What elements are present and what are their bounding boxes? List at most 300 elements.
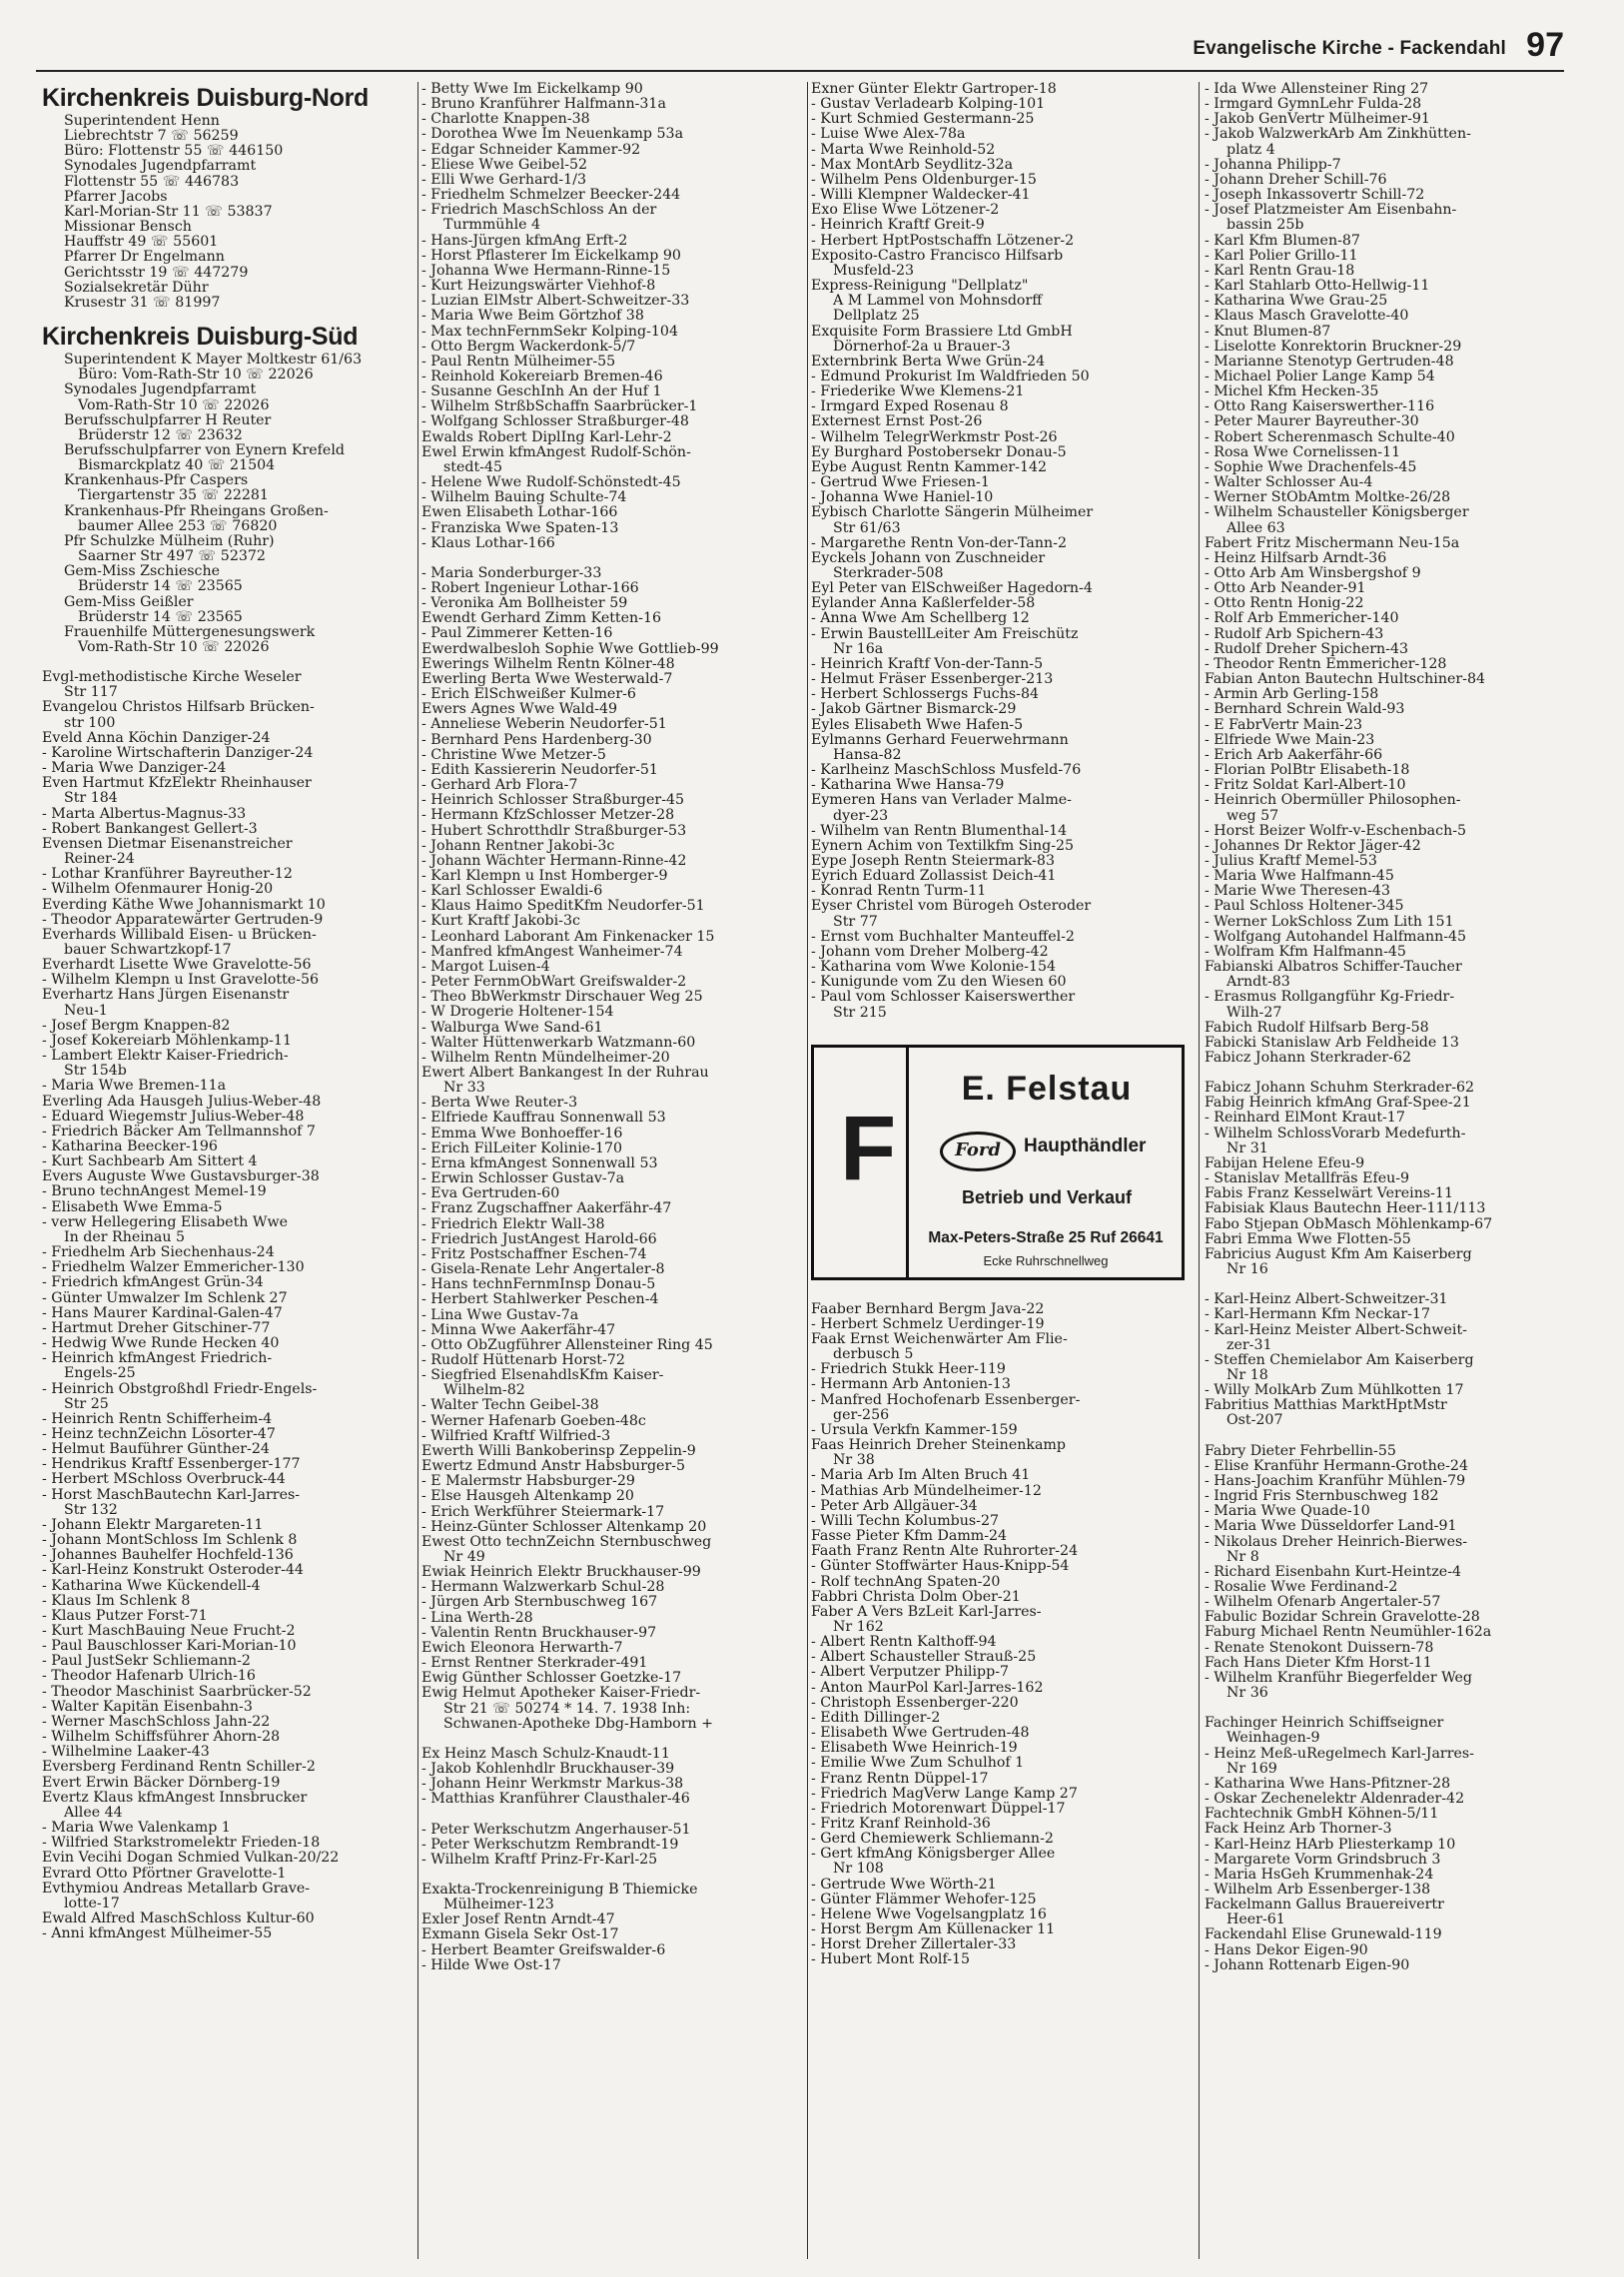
directory-entry: - Reinhard ElMont Kraut-17: [1205, 1111, 1405, 1127]
directory-entry: - Herbert MSchloss Overbruck-44: [42, 1472, 286, 1488]
directory-entry: Krankenhaus-Pfr Caspers: [64, 473, 249, 489]
directory-entry: - Robert Ingenieur Lothar-166: [421, 581, 639, 596]
directory-entry: Hansa-82: [833, 747, 902, 763]
directory-entry: Ewalds Robert DiplIng Karl-Lehr-2: [421, 429, 672, 445]
directory-entry: - Jakob WalzwerkArb Am Zinkhütten-: [1205, 127, 1471, 143]
directory-entry: - Kunigunde vom Zu den Wiesen 60: [811, 975, 1067, 991]
directory-entry: - Helene Wwe Rudolf-Schönstedt-45: [421, 475, 681, 491]
directory-entry: Eversberg Ferdinand Rentn Schiller-2: [42, 1760, 316, 1776]
directory-entry: - Marta Wwe Reinhold-52: [811, 142, 996, 158]
directory-entry: Faas Heinrich Dreher Steinenkamp: [811, 1438, 1066, 1454]
directory-entry: Str 21 ☏ 50274 * 14. 7. 1938 Inh:: [443, 1701, 691, 1717]
directory-entry: - Kurt Heizungswärter Viehhof-8: [421, 279, 656, 295]
directory-entry: - Karoline Wirtschafterin Danziger-24: [42, 745, 314, 761]
directory-entry: - Otto ObZugführer Allensteiner Ring 45: [421, 1337, 713, 1353]
directory-entry: - Herbert HptPostschaffn Lötzener-2: [811, 233, 1075, 249]
directory-entry: Eype Joseph Rentn Steiermark-83: [811, 853, 1055, 869]
directory-entry: stedt-45: [443, 459, 503, 475]
directory-entry: - Rolf Arb Emmericher-140: [1205, 611, 1399, 627]
directory-entry: - Fritz Postschaffner Eschen-74: [421, 1246, 647, 1262]
directory-entry: - Charlotte Knappen-38: [421, 112, 590, 128]
directory-entry: - Horst Bergm Am Küllenacker 11: [811, 1922, 1056, 1938]
directory-entry: - Friedrich MaschSchloss An der: [421, 203, 657, 219]
directory-entry: - Wolfgang Schlosser Straßburger-48: [421, 414, 689, 430]
directory-entry: - Veronika Am Bollheister 59: [421, 596, 628, 612]
column-4: [1205, 82, 1584, 2259]
column-divider: [417, 82, 418, 2259]
column-divider: [1199, 82, 1200, 2259]
directory-entry: - Karl-Heinz HArb Pliesterkamp 10: [1205, 1837, 1456, 1853]
directory-entry: Gem-Miss Zschiesche: [64, 564, 221, 580]
directory-entry: - Gert kfmAng Königsberger Allee: [811, 1847, 1056, 1863]
column-2: [421, 82, 803, 2259]
directory-entry: - Luise Wwe Alex-78a: [811, 127, 966, 143]
directory-entry: - Albert Rentn Kalthoff-94: [811, 1635, 997, 1651]
directory-entry: - Anni kfmAngest Mülheimer-55: [42, 1926, 273, 1942]
directory-entry: - Manfred kfmAngest Wanheimer-74: [421, 944, 683, 960]
directory-entry: - Berta Wwe Reuter-3: [421, 1096, 578, 1112]
directory-entry: - Friedrich Elektr Wall-38: [421, 1216, 605, 1232]
directory-entry: - Maria Wwe Düsseldorfer Land-91: [1205, 1519, 1457, 1535]
directory-entry: - Friedhelm Arb Siechenhaus-24: [42, 1245, 275, 1261]
directory-entry: - Elfriede Kauffrau Sonnenwall 53: [421, 1111, 666, 1127]
directory-entry: Krusestr 31 ☏ 81997: [64, 295, 221, 311]
directory-entry: Fackelmann Gallus Brauereivertr: [1205, 1898, 1444, 1913]
directory-entry: - Johann Wächter Hermann-Rinne-42: [421, 853, 687, 869]
directory-entry: ger-256: [833, 1407, 890, 1423]
directory-entry: - Herbert Schmelz Uerdinger-19: [811, 1316, 1045, 1332]
directory-entry: Synodales Jugendpfarramt: [64, 159, 257, 175]
directory-entry: Faburg Michael Rentn Neumühler-162a: [1205, 1625, 1492, 1641]
directory-entry: - Anton MaurPol Karl-Jarres-162: [811, 1680, 1044, 1696]
directory-entry: - Max technFernmSekr Kolping-104: [421, 324, 678, 340]
directory-entry: - Werner LokSchloss Zum Lith 151: [1205, 914, 1454, 930]
directory-entry: - Karl Kfm Blumen-87: [1205, 233, 1360, 249]
directory-entry: - Eva Gertruden-60: [421, 1186, 560, 1202]
directory-entry: - Walburga Wwe Sand-61: [421, 1020, 603, 1036]
directory-entry: Ewest Otto technZeichn Sternbuschweg: [421, 1534, 712, 1550]
directory-entry: Ewerings Wilhelm Rentn Kölner-48: [421, 656, 675, 672]
directory-entry: - Peter Werkschutzm Rembrandt-19: [421, 1837, 679, 1853]
directory-entry: - Elisabeth Wwe Emma-5: [42, 1199, 223, 1215]
directory-entry: - Herbert Stahlwerker Peschen-4: [421, 1292, 659, 1308]
directory-entry: Brüderstr 14 ☏ 23565: [78, 609, 243, 625]
directory-entry: - Liselotte Konrektorin Bruckner-29: [1205, 339, 1462, 355]
directory-entry: - Wilhelm Klempn u Inst Gravelotte-56: [42, 973, 320, 989]
directory-entry: - Heinrich Rentn Schifferheim-4: [42, 1411, 273, 1427]
directory-entry: Fabbri Christa Dolm Ober-21: [811, 1589, 1021, 1605]
directory-entry: - Wilhelm TelegrWerkmstr Post-26: [811, 429, 1058, 445]
directory-entry: Fabulic Bozidar Schrein Gravelotte-28: [1205, 1610, 1480, 1626]
directory-entry: - Leonhard Laborant Am Finkenacker 15: [421, 929, 715, 945]
directory-entry: Eyckels Johann von Zuschneider: [811, 550, 1046, 566]
directory-entry: Exmann Gisela Sekr Ost-17: [421, 1927, 619, 1943]
directory-entry: - Otto Rang Kaiserswerther-116: [1205, 399, 1435, 415]
directory-entry: Fabian Anton Bautechn Hultschiner-84: [1205, 672, 1485, 688]
directory-entry: Schwanen-Apotheke Dbg-Hamborn +: [443, 1716, 714, 1732]
directory-entry: Hauffstr 49 ☏ 55601: [64, 235, 219, 251]
section-heading: Kirchenkreis Duisburg-Süd: [42, 323, 359, 352]
directory-entry: Gerichtsstr 19 ☏ 447279: [64, 265, 249, 281]
directory-entry: - Paul Rentn Mülheimer-55: [421, 354, 616, 370]
directory-entry: - Karl-Heinz Albert-Schweitzer-31: [1205, 1292, 1448, 1308]
directory-entry: - Wolfgang Autohandel Halfmann-45: [1205, 929, 1467, 945]
directory-entry: - Wilhelmine Laaker-43: [42, 1745, 210, 1761]
directory-entry: - Peter Arb Allgäuer-34: [811, 1498, 978, 1514]
directory-entry: - Else Hausgeh Altenkamp 20: [421, 1489, 634, 1505]
directory-entry: - Elise Kranführ Hermann-Grothe-24: [1205, 1458, 1468, 1474]
directory-entry: Eybe August Rentn Kammer-142: [811, 459, 1048, 475]
directory-entry: - Wilhelm Schausteller Königsberger: [1205, 505, 1469, 521]
directory-entry: - Margarethe Rentn Von-der-Tann-2: [811, 535, 1067, 551]
directory-entry: - Fritz Soldat Karl-Albert-10: [1205, 778, 1406, 794]
directory-entry: - Karl-Heinz Meister Albert-Schweit-: [1205, 1322, 1467, 1338]
directory-entry: Fabisiak Klaus Bautechn Heer-111/113: [1205, 1201, 1486, 1217]
directory-entry: Arndt-83: [1226, 975, 1290, 991]
directory-entry: Evgl-methodistische Kirche Weseler: [42, 670, 302, 686]
ad-service: Betrieb und Verkauf: [961, 1186, 1133, 1207]
directory-entry: - Oskar Zechenelektr Aldenrader-42: [1205, 1792, 1465, 1808]
directory-entry: - Franz Zugschaffner Aakerfähr-47: [421, 1201, 672, 1217]
directory-entry: - Peter FernmObWart Greifswalder-2: [421, 975, 687, 991]
directory-entry: - Friedrich JustAngest Harold-66: [421, 1231, 657, 1247]
section-heading: Kirchenkreis Duisburg-Nord: [42, 84, 369, 112]
directory-entry: Everhards Willibald Eisen- u Brücken-: [42, 927, 317, 943]
directory-entry: - Johann MontSchloss Im Schlenk 8: [42, 1533, 298, 1549]
directory-entry: - Friedrich Bäcker Am Tellmannshof 7: [42, 1124, 316, 1139]
directory-entry: - Willy MolkArb Zum Mühlkotten 17: [1205, 1383, 1464, 1399]
directory-entry: Express-Reinigung "Dellplatz": [811, 279, 1029, 295]
directory-entry: - Irmgard GymnLehr Fulda-28: [1205, 97, 1422, 113]
directory-entry: - Erwin Schlosser Gustav-7a: [421, 1171, 625, 1187]
directory-entry: - Maria Wwe Beim Görtzhof 38: [421, 309, 644, 325]
directory-entry: lotte-17: [64, 1896, 120, 1911]
directory-entry: Exakta-Trockenreinigung B Thiemicke: [421, 1882, 698, 1898]
directory-entry: Exler Josef Rentn Arndt-47: [421, 1912, 615, 1928]
directory-entry: - Klaus Putzer Forst-71: [42, 1608, 208, 1624]
directory-entry: - Florian PolBtr Elisabeth-18: [1205, 763, 1410, 779]
directory-entry: - Wilhelm SchlossVorarb Medefurth-: [1205, 1126, 1466, 1141]
directory-entry: Evrard Otto Pförtner Gravelotte-1: [42, 1866, 287, 1882]
directory-entry: - Irmgard Exped Rosenau 8: [811, 399, 1009, 415]
directory-entry: Eybisch Charlotte Sängerin Mülheimer: [811, 505, 1094, 521]
directory-entry: - Edith Kassiererin Neudorfer-51: [421, 762, 658, 778]
directory-entry: - Manfred Hochofenarb Essenberger-: [811, 1392, 1081, 1408]
directory-entry: Fabijan Helene Efeu-9: [1205, 1155, 1365, 1171]
directory-entry: Faber A Vers BzLeit Karl-Jarres-: [811, 1604, 1042, 1620]
column-divider: [807, 82, 808, 2259]
directory-entry: - Paul JustSekr Schliemann-2: [42, 1654, 251, 1670]
directory-entry: - Matthias Kranführer Clausthaler-46: [421, 1792, 690, 1808]
directory-entry: - Eliese Wwe Geibel-52: [421, 157, 588, 173]
directory-entry: Exposito-Castro Francisco Hilfsarb: [811, 248, 1064, 264]
directory-entry: - Gerd Chemiewerk Schliemann-2: [811, 1832, 1054, 1848]
directory-entry: - Herbert Beamter Greifswalder-6: [421, 1942, 666, 1958]
directory-entry: - Ingrid Fris Sternbuschweg 182: [1205, 1489, 1439, 1505]
directory-entry: - Hermann Walzwerkarb Schul-28: [421, 1580, 665, 1596]
directory-entry: - Hartmut Dreher Gitschiner-77: [42, 1320, 271, 1336]
directory-entry: - Karl Rentn Grau-18: [1205, 263, 1355, 279]
directory-entry: - Walter Techn Geibel-38: [421, 1398, 599, 1414]
directory-entry: - Horst Beizer Wolfr-v-Eschenbach-5: [1205, 823, 1467, 839]
directory-entry: - Katharina vom Wwe Kolonie-154: [811, 960, 1057, 976]
directory-entry: - Renate Stenokont Duissern-78: [1205, 1640, 1434, 1656]
directory-entry: - Franz Rentn Düppel-17: [811, 1771, 989, 1787]
directory-entry: Superintendent K Mayer Moltkestr 61/63: [64, 353, 363, 369]
directory-entry: - Karl-Hermann Kfm Neckar-17: [1205, 1307, 1430, 1323]
directory-entry: Fabert Fritz Mischermann Neu-15a: [1205, 535, 1460, 551]
directory-entry: - Minna Wwe Aakerfähr-47: [421, 1322, 616, 1338]
directory-entry: Karl-Morian-Str 11 ☏ 53837: [64, 204, 273, 220]
directory-entry: - Walter Schlosser Au-4: [1205, 475, 1373, 491]
directory-entry: baumer Allee 253 ☏ 76820: [78, 518, 278, 534]
directory-entry: Fabri Emma Wwe Flotten-55: [1205, 1231, 1411, 1247]
directory-entry: Evangelou Christos Hilfsarb Brücken-: [42, 700, 315, 716]
directory-entry: Frauenhilfe Müttergenesungswerk: [64, 624, 316, 640]
directory-entry: - Anneliese Weberin Neudorfer-51: [421, 717, 667, 733]
directory-entry: Fabicz Johann Sterkrader-62: [1205, 1051, 1412, 1066]
directory-entry: - Herbert Schlossergs Fuchs-84: [811, 687, 1040, 703]
directory-entry: - Julius Kraftf Memel-53: [1205, 853, 1377, 869]
directory-entry: - Gertrud Wwe Friesen-1: [811, 475, 990, 491]
directory-entry: - Hans-Joachim Kranführ Mühlen-79: [1205, 1473, 1466, 1489]
directory-entry: - Wolfram Kfm Halfmann-45: [1205, 944, 1406, 960]
directory-entry: Bismarckplatz 40 ☏ 21504: [78, 458, 276, 474]
directory-entry: - Helmut Fräser Essenberger-213: [811, 672, 1054, 688]
directory-entry: - Richard Eisenbahn Kurt-Heintze-4: [1205, 1564, 1462, 1580]
directory-entry: - Robert Scherenmasch Schulte-40: [1205, 429, 1455, 445]
directory-entry: - Johanna Wwe Hermann-Rinne-15: [421, 263, 671, 279]
directory-entry: - Heinrich Obstgroßhdl Friedr-Engels-: [42, 1381, 318, 1397]
directory-entry: Fabicki Stanislaw Arb Feldheide 13: [1205, 1035, 1459, 1051]
directory-entry: - Friedhelm Walzer Emmericher-130: [42, 1260, 305, 1276]
directory-entry: - Karl Stahlarb Otto-Hellwig-11: [1205, 279, 1430, 295]
directory-entry: Vom-Rath-Str 10 ☏ 22026: [78, 640, 270, 655]
directory-entry: - Bernhard Pens Hardenberg-30: [421, 732, 652, 748]
directory-entry: dyer-23: [833, 808, 889, 824]
directory-entry: Str 215: [833, 1005, 887, 1021]
directory-entry: platz 4: [1226, 142, 1275, 158]
directory-entry: - Maria Wwe Halfmann-45: [1205, 869, 1394, 885]
directory-entry: Dörnerhof-2a u Brauer-3: [833, 339, 1011, 355]
directory-entry: - Horst MaschBautechn Karl-Jarres-: [42, 1487, 301, 1503]
directory-entry: Evertz Klaus kfmAngest Innsbrucker: [42, 1790, 308, 1806]
directory-entry: Brüderstr 12 ☏ 23632: [78, 427, 243, 443]
directory-entry: Nr 49: [443, 1550, 485, 1565]
directory-entry: - Steffen Chemielabor Am Kaiserberg: [1205, 1352, 1474, 1368]
directory-entry: Ost-207: [1226, 1413, 1283, 1429]
directory-entry: Tiergartenstr 35 ☏ 22281: [78, 488, 269, 504]
directory-entry: Nr 162: [833, 1619, 884, 1635]
directory-entry: Ex Heinz Masch Schulz-Knaudt-11: [421, 1746, 670, 1762]
directory-entry: Nr 36: [1226, 1686, 1268, 1702]
directory-entry: Eynern Achim von Textilkfm Sing-25: [811, 838, 1075, 854]
directory-entry: Berufsschulpfarrer H Reuter: [64, 412, 272, 428]
directory-entry: Exner Günter Elektr Gartroper-18: [811, 82, 1057, 97]
directory-entry: Externest Ernst Post-26: [811, 414, 983, 430]
directory-entry: - Maria Wwe Valenkamp 1: [42, 1821, 231, 1837]
directory-entry: - Johann Elektr Margareten-11: [42, 1517, 264, 1533]
directory-entry: - Hans Dekor Eigen-90: [1205, 1942, 1368, 1958]
directory-entry: - Maria Wwe Bremen-11a: [42, 1079, 227, 1095]
directory-entry: - Friedrich Motorenwart Düppel-17: [811, 1801, 1066, 1817]
directory-entry: Fack Heinz Arb Thorner-3: [1205, 1822, 1392, 1838]
directory-entry: - E FabrVertr Main-23: [1205, 717, 1362, 733]
directory-entry: Str 184: [64, 791, 118, 807]
directory-entry: Nr 169: [1226, 1761, 1277, 1777]
directory-entry: - Erna kfmAngest Sonnenwall 53: [421, 1155, 658, 1171]
directory-entry: - Wilhelm van Rentn Blumenthal-14: [811, 823, 1068, 839]
directory-entry: bauer Schwartzkopf-17: [64, 942, 232, 958]
page-header: [36, 26, 1564, 72]
directory-entry: - Johanna Philipp-7: [1205, 157, 1341, 173]
directory-entry: Externbrink Berta Wwe Grün-24: [811, 354, 1046, 370]
directory-entry: Mülheimer-123: [443, 1898, 554, 1913]
directory-entry: - Anna Wwe Am Schellberg 12: [811, 611, 1030, 627]
directory-entry: - Kurt Schmied Gestermann-25: [811, 112, 1035, 128]
directory-entry: bassin 25b: [1226, 218, 1304, 234]
directory-entry: - Heinz-Günter Schlosser Altenkamp 20: [421, 1519, 707, 1535]
directory-entry: - Helmut Bauführer Günther-24: [42, 1442, 270, 1458]
directory-entry: - Jakob GenVertr Mülheimer-91: [1205, 112, 1430, 128]
directory-entry: - Marie Wwe Theresen-43: [1205, 884, 1390, 900]
directory-entry: - Wilhelm Arb Essenberger-138: [1205, 1882, 1431, 1898]
directory-entry: Str 154b: [64, 1064, 127, 1080]
directory-entry: - Karl Polier Grillo-11: [1205, 248, 1358, 264]
directory-entry: - Susanne GeschInh An der Huf 1: [421, 384, 662, 400]
directory-entry: - Rudolf Hüttenarb Horst-72: [421, 1352, 625, 1368]
directory-entry: - Jakob Gärtner Bismarck-29: [811, 702, 1017, 718]
directory-entry: - Margot Luisen-4: [421, 959, 550, 975]
directory-entry: - Emilie Wwe Zum Schulhof 1: [811, 1756, 1025, 1772]
directory-entry: Krankenhaus-Pfr Rheingans Großen-: [64, 503, 329, 519]
directory-entry: Allee 63: [1226, 520, 1285, 536]
directory-entry: - Günter Umwalzer Im Schlenk 27: [42, 1290, 288, 1306]
directory-entry: - Johannes Dr Rektor Jäger-42: [1205, 838, 1421, 854]
directory-entry: Ewig Günther Schlosser Goetzke-17: [421, 1671, 682, 1687]
directory-entry: Exo Elise Wwe Lötzener-2: [811, 203, 1000, 219]
directory-entry: Sozialsekretär Dühr: [64, 280, 209, 296]
directory-entry: - Elisabeth Wwe Gertruden-48: [811, 1726, 1030, 1742]
directory-entry: - Friedrich Stukk Heer-119: [811, 1362, 1006, 1378]
directory-entry: - Kurt Sachbearb Am Sittert 4: [42, 1154, 258, 1170]
directory-entry: - Christoph Essenberger-220: [811, 1695, 1019, 1711]
directory-entry: Büro: Flottenstr 55 ☏ 446150: [64, 144, 284, 160]
directory-entry: - Wilhelm Kranführ Biegerfelder Weg: [1205, 1670, 1473, 1686]
directory-entry: - Otto Rentn Honig-22: [1205, 596, 1364, 612]
directory-entry: - Erasmus Rollgangführ Kg-Friedr-: [1205, 990, 1455, 1006]
directory-entry: - Edgar Schneider Kammer-92: [421, 142, 641, 158]
directory-entry: - Günter Flämmer Wehofer-125: [811, 1892, 1037, 1907]
directory-entry: Ewiak Heinrich Elektr Bruckhauser-99: [421, 1565, 701, 1581]
directory-entry: - Katharina Wwe Kückendell-4: [42, 1578, 261, 1594]
directory-entry: - Karlheinz MaschSchloss Musfeld-76: [811, 763, 1082, 779]
directory-entry: - Günter Stoffwärter Haus-Knipp-54: [811, 1559, 1070, 1575]
directory-entry: - Werner MaschSchloss Jahn-22: [42, 1714, 271, 1730]
directory-entry: Evert Erwin Bäcker Dörnberg-19: [42, 1775, 281, 1791]
directory-entry: - Katharina Beecker-196: [42, 1139, 218, 1154]
directory-entry: Gem-Miss Geißler: [64, 594, 194, 610]
directory-entry: - Johann Heinr Werkmstr Markus-38: [421, 1777, 684, 1793]
directory-entry: - Nikolaus Dreher Heinrich-Bierwes-: [1205, 1534, 1468, 1550]
directory-entry: Fachtechnik GmbH Köhnen-5/11: [1205, 1807, 1439, 1823]
directory-entry: Fackendahl Elise Grunewald-119: [1205, 1927, 1442, 1943]
directory-entry: - Otto Bergm Wackerdonk-5/7: [421, 339, 636, 355]
directory-entry: Eyles Elisabeth Wwe Hafen-5: [811, 717, 1024, 733]
directory-entry: Engels-25: [64, 1366, 136, 1382]
column-3: [811, 82, 1191, 2259]
directory-entry: Fasse Pieter Kfm Damm-24: [811, 1529, 1008, 1545]
directory-entry: - Dorothea Wwe Im Neuenkamp 53a: [421, 127, 684, 143]
directory-entry: Reiner-24: [64, 852, 135, 868]
directory-entry: Nr 8: [1226, 1549, 1259, 1565]
directory-entry: - Karl-Heinz Konstrukt Osteroder-44: [42, 1563, 304, 1579]
directory-entry: weg 57: [1226, 808, 1279, 824]
column-3-top-entries: [811, 82, 1191, 1021]
directory-entry: - Hubert Schrotthdlr Straßburger-53: [421, 823, 687, 839]
directory-entry: - Klaus Haimo SpeditKfm Neudorfer-51: [421, 899, 705, 915]
directory-entry: Eyl Peter van ElSchweißer Hagedorn-4: [811, 581, 1093, 597]
directory-entry: - Hans technFernmInsp Donau-5: [421, 1277, 656, 1293]
directory-entry: - Wilhelm Ofenmaurer Honig-20: [42, 882, 274, 898]
directory-entry: - Rosa Wwe Cornelissen-11: [1205, 444, 1401, 460]
directory-entry: - Walter Hüttenwerkarb Watzmann-60: [421, 1035, 696, 1051]
directory-entry: - Werner Hafenarb Goeben-48c: [421, 1413, 646, 1429]
directory-entry: - Rosalie Wwe Ferdinand-2: [1205, 1580, 1398, 1595]
ad-dealer-type: Haupthändler: [1024, 1135, 1147, 1156]
directory-entry: - Wilhelm Schiffsführer Ahorn-28: [42, 1730, 281, 1746]
directory-entry: Str 25: [64, 1396, 109, 1412]
directory-entry: Eylander Anna Kaßlerfelder-58: [811, 596, 1036, 612]
directory-entry: - Sophie Wwe Drachenfels-45: [1205, 459, 1417, 475]
directory-entry: A M Lammel von Mohnsdorff: [833, 294, 1043, 310]
directory-entry: - Erich Arb Aakerfähr-66: [1205, 747, 1383, 763]
directory-entry: Faaber Bernhard Bergm Java-22: [811, 1301, 1045, 1317]
directory-entry: - Wilhelm Ofenarb Angertaler-57: [1205, 1595, 1441, 1611]
directory-entry: zer-31: [1226, 1337, 1272, 1353]
directory-entry: - Maria Wwe Danziger-24: [42, 761, 227, 777]
directory-entry: Str 61/63: [833, 520, 901, 536]
directory-entry: - Horst Dreher Zillertaler-33: [811, 1937, 1017, 1953]
directory-entry: - Willi Techn Kolumbus-27: [811, 1513, 1000, 1529]
directory-entry: - Bernhard Schrein Wald-93: [1205, 702, 1405, 718]
directory-entry: Fachinger Heinrich Schiffseigner: [1205, 1716, 1444, 1732]
directory-entry: - Ursula Verkfn Kammer-159: [811, 1422, 1018, 1438]
directory-entry: - Friederike Wwe Klemens-21: [811, 384, 1025, 400]
directory-entry: - Bruno Kranführer Halfmann-31a: [421, 97, 666, 113]
directory-entry: - Johann Rottenarb Eigen-90: [1205, 1957, 1410, 1973]
directory-entry: - Heinrich Obermüller Philosophen-: [1205, 793, 1461, 809]
directory-entry: - Christine Wwe Metzer-5: [421, 747, 606, 763]
directory-entry: - Luzian ElMstr Albert-Schweitzer-33: [421, 294, 690, 310]
directory-entry: Ewerth Willi Bankoberinsp Zeppelin-9: [421, 1443, 696, 1459]
directory-entry: Fach Hans Dieter Kfm Horst-11: [1205, 1655, 1432, 1671]
directory-entry: - Maria Sonderburger-33: [421, 565, 602, 581]
directory-entry: Ewert Albert Bankangest In der Ruhrau: [421, 1066, 709, 1081]
directory-entry: Nr 18: [1226, 1367, 1268, 1383]
ad-address: Max-Peters-Straße 25 Ruf 26641: [928, 1228, 1164, 1246]
directory-entry: Musfeld-23: [833, 263, 915, 279]
directory-entry: Eyrich Eduard Zollassist Deich-41: [811, 869, 1057, 885]
directory-entry: - Johann vom Dreher Molberg-42: [811, 944, 1049, 960]
directory-entry: Ewertz Edmund Anstr Habsburger-5: [421, 1459, 686, 1475]
directory-entry: - Josef Bergm Knappen-82: [42, 1018, 231, 1034]
directory-entry: - Hans-Jürgen kfmAng Erft-2: [421, 233, 628, 249]
directory-entry: - Maria HsGeh Krummenhak-24: [1205, 1867, 1434, 1883]
directory-entry: - Wilfried Starkstromelektr Frieden-18: [42, 1836, 321, 1852]
advertisement-box: [811, 1045, 1185, 1280]
directory-entry: - Hedwig Wwe Runde Hecken 40: [42, 1336, 280, 1352]
